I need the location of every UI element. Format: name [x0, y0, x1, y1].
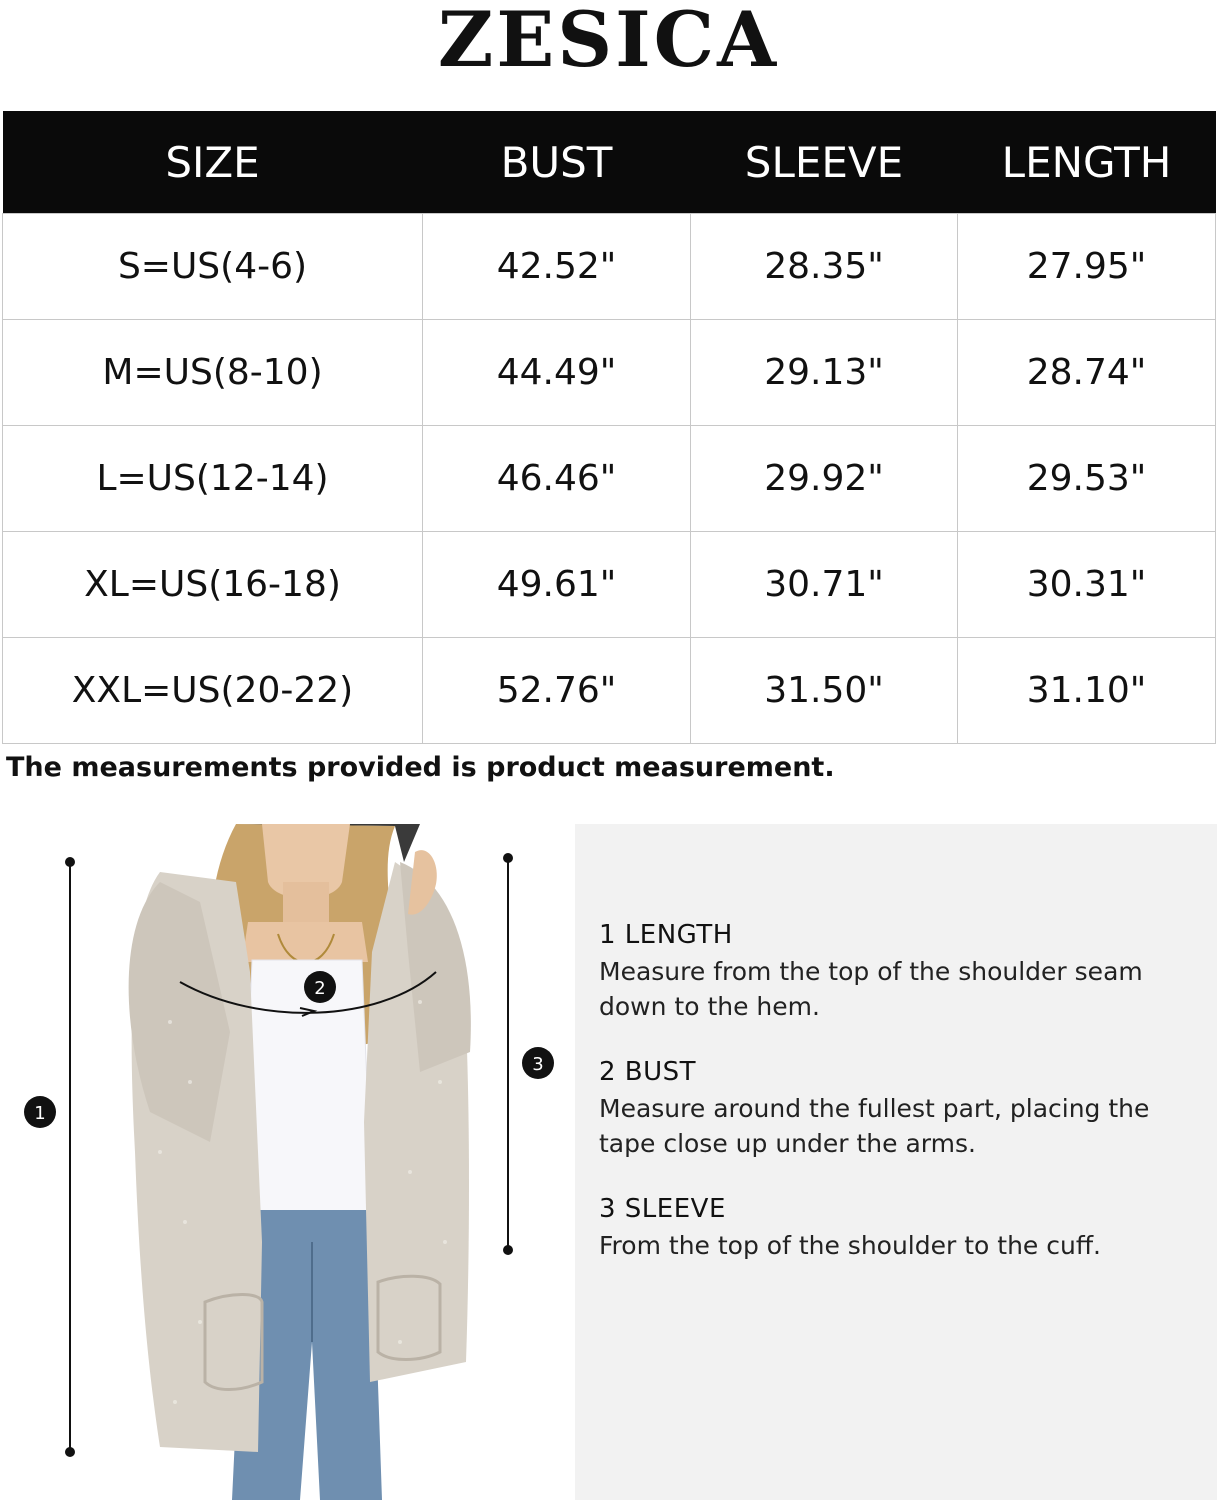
model-illustration [0, 822, 575, 1500]
sleeve-cell: 31.50" [691, 638, 958, 744]
size-cell: M=US(8-10) [3, 320, 423, 426]
marker-1-label: 1 [34, 1103, 46, 1124]
measurement-guide-panel [575, 824, 1217, 1500]
length-cell: 31.10" [958, 638, 1216, 744]
guide-length-title: 1 LENGTH [599, 920, 733, 950]
guide-sleeve-text: From the top of the shoulder to the cuff. [599, 1231, 1102, 1260]
sleeve-cell: 29.13" [691, 320, 958, 426]
header-bust: BUST [423, 111, 691, 214]
table-row [3, 320, 1216, 426]
size-cell: XXL=US(20-22) [3, 638, 423, 744]
length-cell: 28.74" [958, 320, 1216, 426]
measurement-note: The measurements provided is product measurement. [6, 752, 835, 783]
marker-3-label: 3 [532, 1054, 544, 1075]
bust-cell: 49.61" [423, 532, 691, 638]
bust-cell: 42.52" [423, 214, 691, 320]
brand-logo: ZESICA [437, 0, 780, 84]
tank-top-shape [242, 960, 372, 1212]
size-cell: XL=US(16-18) [3, 532, 423, 638]
guide-bust [599, 1057, 1189, 1161]
sleeve-cell: 28.35" [691, 214, 958, 320]
size-cell: L=US(12-14) [3, 426, 423, 532]
length-cell: 29.53" [958, 426, 1216, 532]
sleeve-line-bottom-dot [503, 1245, 513, 1255]
bust-cell: 46.46" [423, 426, 691, 532]
bust-cell: 44.49" [423, 320, 691, 426]
header-sleeve: SLEEVE [691, 111, 958, 214]
length-cell: 30.31" [958, 532, 1216, 638]
length-line-top-dot [65, 857, 75, 867]
length-cell: 27.95" [958, 214, 1216, 320]
guide-bust-title: 2 BUST [599, 1057, 697, 1087]
size-cell: S=US(4-6) [3, 214, 423, 320]
length-line-bottom-dot [65, 1447, 75, 1457]
table-row [3, 638, 1216, 744]
guide-sleeve-title: 3 SLEEVE [599, 1194, 726, 1224]
model-photo [0, 822, 575, 1500]
header-length: LENGTH [958, 111, 1216, 214]
guide-sleeve [599, 1194, 1189, 1263]
table-row [3, 532, 1216, 638]
guide-bust-text: Measure around the fullest part, placing the tape close up under the arms. [599, 1094, 1150, 1158]
sleeve-cell: 29.92" [691, 426, 958, 532]
guide-length-text: Measure from the top of the shoulder seam down to the hem. [599, 957, 1143, 1021]
sleeve-line-top-dot [503, 853, 513, 863]
bust-cell: 52.76" [423, 638, 691, 744]
table-row [3, 214, 1216, 320]
header-size: SIZE [3, 111, 423, 214]
guide-length [599, 920, 1189, 1024]
table-header-row [3, 111, 1216, 214]
marker-2-label: 2 [314, 978, 326, 999]
sleeve-cell: 30.71" [691, 532, 958, 638]
chest-shape [242, 922, 368, 962]
table-row [3, 426, 1216, 532]
size-chart-table [2, 111, 1216, 744]
